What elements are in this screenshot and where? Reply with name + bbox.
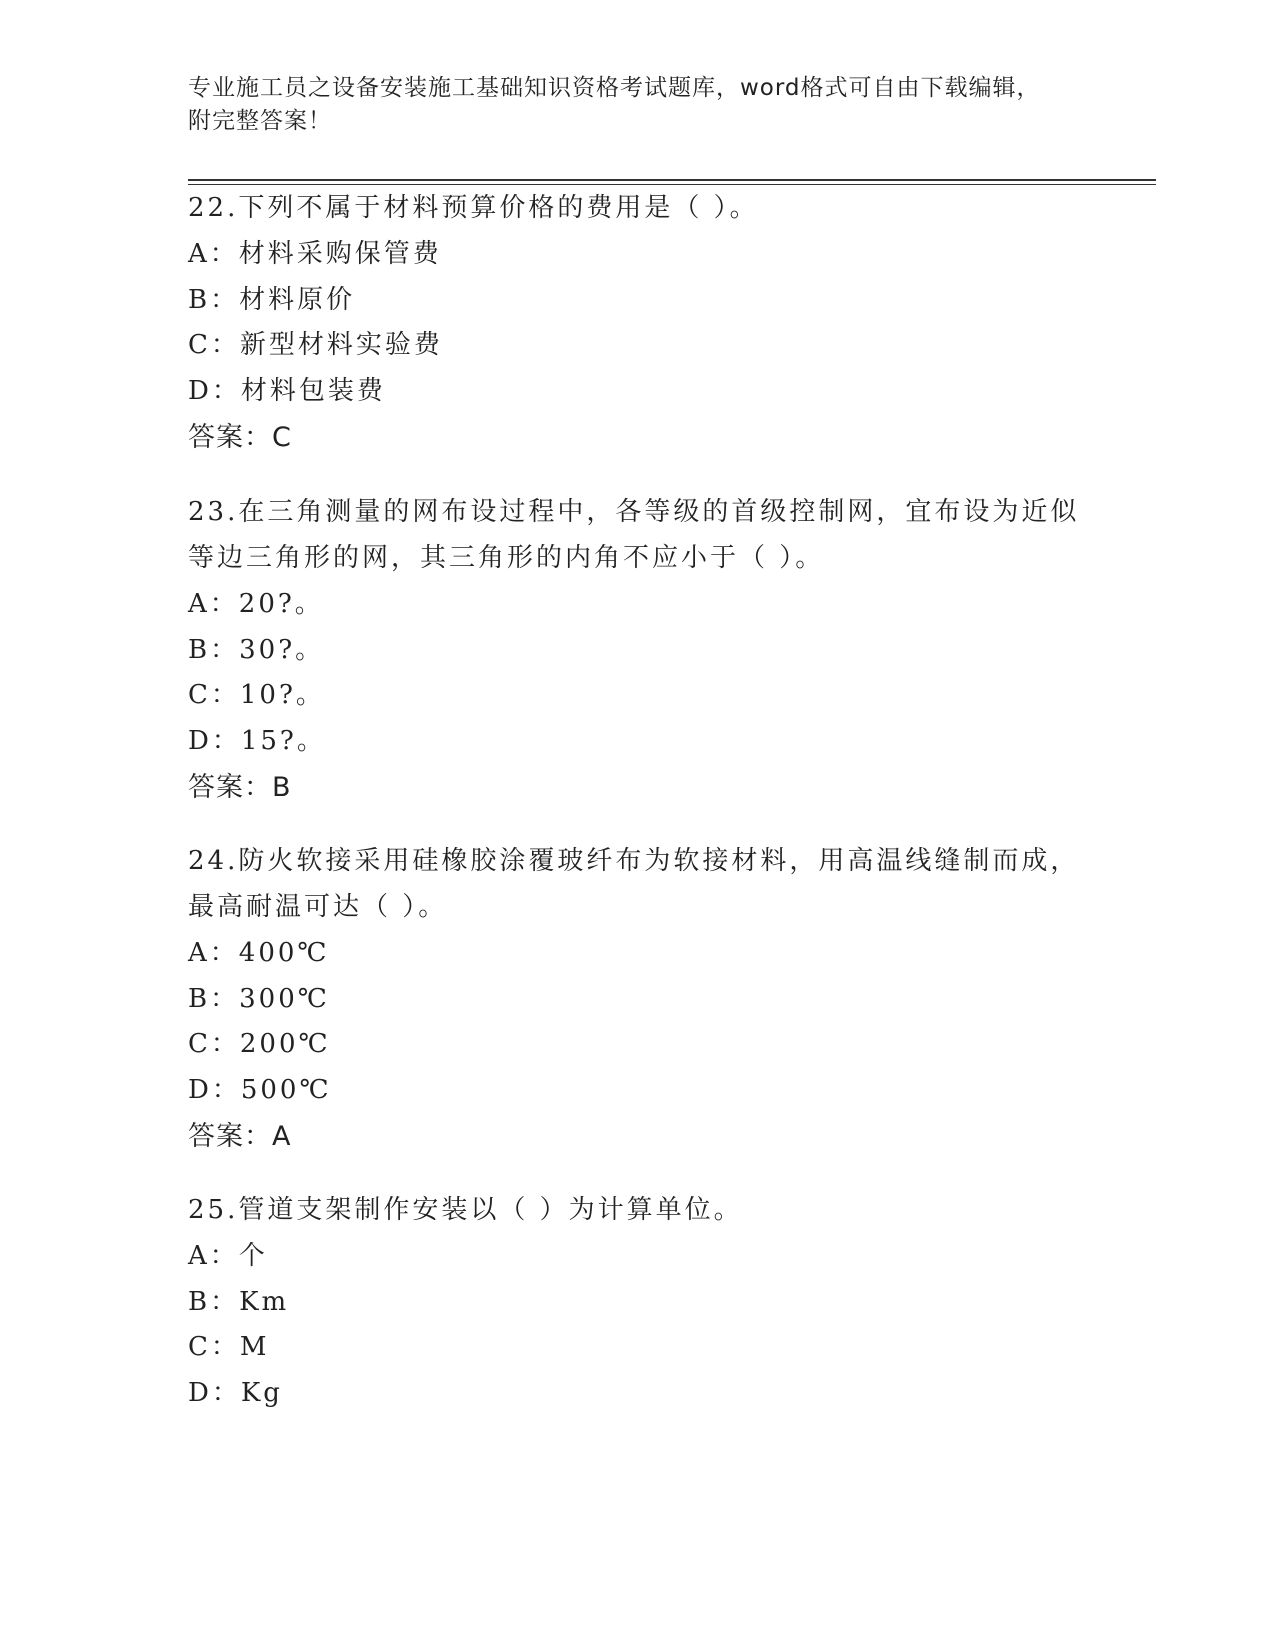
question-22 [188,186,1088,460]
question-stem-line: 24.防火软接采用硅橡胶涂覆玻纤布为软接材料，用高温线缝制而成， [188,846,1080,876]
header-divider-thin [188,184,1156,185]
option-b: B：30?。 [188,634,325,665]
option-d: D：500℃ [188,1074,332,1105]
question-stem-line: 等边三角形的网，其三角形的内角不应小于（ ）。 [188,543,825,573]
header-line-1: 专业施工员之设备安装施工基础知识资格考试题库，word格式可自由下载编辑， [188,75,1041,101]
option-c: C：200℃ [188,1029,331,1059]
option-a: A：个 [188,1241,268,1271]
option-a: A：20?。 [188,589,324,619]
header-line-2: 附完整答案！ [188,108,332,134]
option-a: A：400℃ [188,938,330,968]
header-divider-thick [188,179,1156,181]
question-stem-line: 22.下列不属于材料预算价格的费用是（ ）。 [188,193,759,223]
option-d: D：材料包装费 [188,375,386,406]
question-25 [188,1188,1088,1416]
option-c: C：新型材料实验费 [188,330,443,360]
option-b: B：材料原价 [188,284,356,315]
option-a: A：材料采购保管费 [188,239,442,269]
option-c: C：10?。 [188,680,325,710]
question-stem-line: 25.管道支架制作安装以（ ）为计算单位。 [188,1195,743,1225]
question-23 [188,490,1088,810]
option-d: D：15?。 [188,725,326,756]
question-24 [188,839,1088,1159]
answer-label: 答案：C [188,422,292,453]
option-c: C：M [188,1332,270,1362]
question-stem-line: 23.在三角测量的网布设过程中，各等级的首级控制网，宜布设为近似 [188,497,1080,527]
option-b: B：300℃ [188,983,330,1014]
answer-label: 答案：A [188,1121,292,1152]
option-b: B：Km [188,1286,290,1317]
document-header [188,72,1088,138]
question-stem-line: 最高耐温可达（ ）。 [188,892,448,922]
answer-label: 答案：B [188,772,292,803]
option-d: D：Kg [188,1377,283,1408]
